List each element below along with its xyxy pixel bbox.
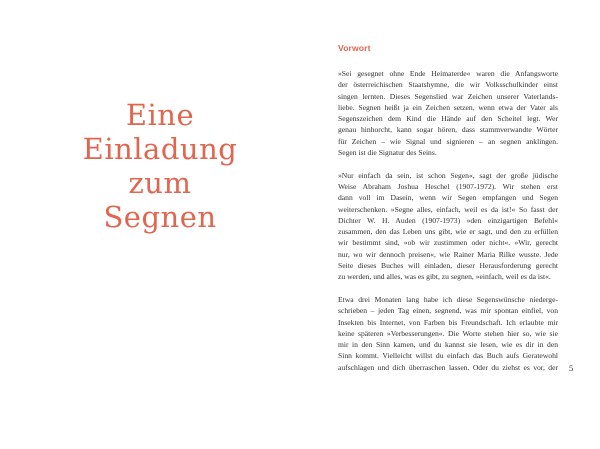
title-line: Einladung [82, 132, 238, 166]
paragraph [338, 294, 558, 373]
text-line: für Zeichen – wie Signal und signieren – an segnen anklingen. [338, 136, 558, 146]
text-line: zu werden, und alles, was es gibt, zu segnen, »einfach, weil es da ist«. [338, 272, 551, 282]
page-number: 5 [569, 364, 574, 373]
text-line: dann voll im Dasein, wenn wir Segen empfangen und Segen [338, 193, 558, 203]
text-line: weiterschenken. »Segne alles, einfach, weil es da ist!« So fasst der [338, 204, 558, 214]
text-line: aufschlagen und dich überraschen lassen. Oder du ziehst es vor, der [338, 362, 558, 372]
text-line: genau hinhorcht, kann sogar hören, dass stammverwandte Wörter [338, 125, 558, 135]
paragraph [338, 68, 558, 158]
right-page [300, 0, 600, 449]
text-line: zusammen, den das Leben uns gibt, wie er sagt, und den zu erfüllen [338, 227, 558, 237]
text-line: keine späteren »Verbesserungen«. Die Worte stehen hier so, wie sie [338, 328, 558, 338]
text-line: liebe. Segnen heißt ja ein Zeichen setzen, wenn etwa der Vater als [338, 102, 558, 112]
title-line: Eine [125, 98, 195, 132]
text-line: Sinn kommt. Vielleicht willst du einfach das Buch aufs Geratewohl [338, 351, 558, 361]
text-line: »Sei gesegnet ohne Ende Heimaterde« waren die Anfangsworte [338, 69, 558, 78]
text-line: singen lernten. Dieses Segenslied war Zeichen unserer Vaterlands- [338, 91, 558, 101]
section-heading: Vorwort [338, 43, 371, 53]
text-line: Seite dieses Buches will einladen, dieser Herausforderung gerecht [338, 261, 558, 271]
paragraph [338, 170, 558, 283]
text-line: der österreichischen Staatshymne, die wir Volksschulkinder einst [338, 80, 558, 90]
text-line: Dichter W. H. Auden (1907-1973) »den einzigartigen Befehl« [338, 215, 558, 225]
text-line: Weise Abraham Joshua Heschel (1907-1972). Wir stehen erst [338, 181, 558, 191]
title-line: Segnen [103, 200, 217, 234]
title-line: zum [128, 166, 192, 200]
text-line: Segenszeichen dem Kind die Hände auf den Scheitel legt. Wer [338, 114, 558, 124]
text-line: nur, wo wir dennoch preisen«, wie Rainer Maria Rilke wusste. Jede [338, 249, 558, 259]
book-title [60, 98, 260, 234]
text-line: schrieben – jeden Tag einen, segnend, was mir spontan einfiel, von [338, 306, 558, 316]
text-line: Segen ist die Signatur des Seins. [338, 148, 437, 158]
text-line: »Nur einfach da sein, ist schon Segen«, sagt der große jüdische [338, 170, 558, 180]
text-line: Etwa drei Monaten lang habe ich diese Segenswünsche niederge- [338, 294, 558, 304]
body-text [338, 68, 558, 384]
text-line: mir in den Sinn kamen, und du kannst sie lesen, wie es dir in den [338, 340, 558, 350]
text-line: wir bestimmt sind, »ob wir zustimmen oder nicht«. »Wir, gerecht [338, 238, 558, 248]
text-line: Insekten bis Internet, von Farben bis Freundschaft. Ich erlaubte mir [338, 317, 558, 327]
